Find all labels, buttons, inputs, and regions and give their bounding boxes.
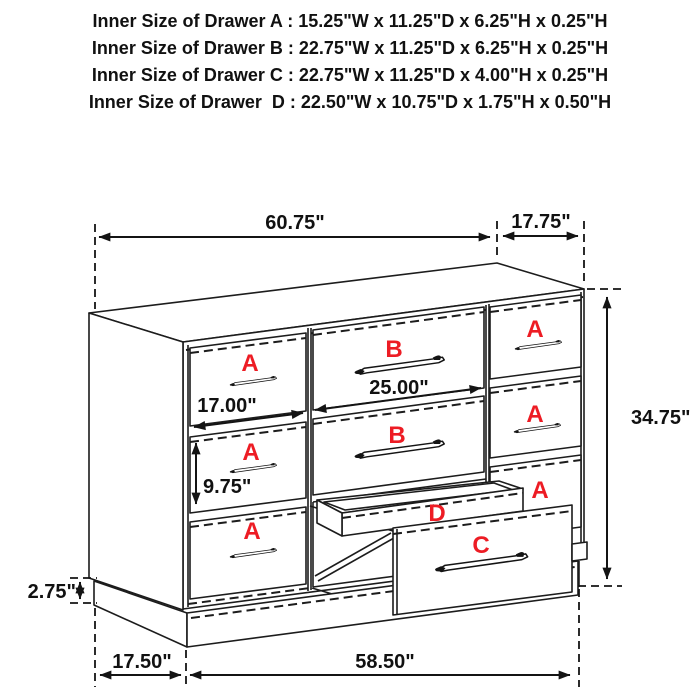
- drawer-a-left-middle: [190, 422, 306, 513]
- dim-label-base-depth: 17.50": [112, 651, 172, 673]
- label-a-left-bottom: A: [243, 518, 261, 545]
- label-a-left-top: A: [241, 350, 259, 377]
- spec-line-drawer-c: Inner Size of Drawer C : 22.75"W x 11.25"D x 4.00"H x 0.25"H: [91, 65, 609, 85]
- spec-line-drawer-b: Inner Size of Drawer B : 22.75"W x 11.25"D x 6.25"H x 0.25"H: [91, 38, 609, 58]
- label-b-bottom: B: [388, 422, 406, 449]
- dim-label-top-depth: 17.75": [511, 211, 571, 233]
- dim-label-base-height: 2.75": [27, 581, 76, 603]
- label-c: C: [472, 532, 490, 559]
- dimension-base-height: [28, 578, 97, 603]
- label-a-right-middle: A: [526, 401, 544, 428]
- label-a-left-middle: A: [242, 439, 260, 466]
- label-b-top: B: [385, 336, 403, 363]
- dim-label-drawer-a-width: 17.00": [197, 395, 257, 417]
- dresser-left-side-panel: [89, 313, 183, 610]
- dim-label-top-width: 60.75": [265, 212, 325, 234]
- spec-line-drawer-d: Inner Size of Drawer D : 22.50"W x 10.75"D x 1.75"H x 0.50"H: [88, 92, 612, 112]
- dim-label-height: 34.75": [631, 407, 691, 429]
- foot-block: [572, 542, 587, 561]
- dimension-height: [578, 289, 691, 586]
- label-a-right-bottom: A: [531, 477, 549, 504]
- dim-label-drawer-stack-height: 9.75": [203, 476, 252, 498]
- dim-label-drawer-b-width: 25.00": [369, 377, 429, 399]
- spec-line-drawer-a: Inner Size of Drawer A : 15.25"W x 11.25"D x 6.25"H x 0.25"H: [92, 11, 608, 31]
- label-d: D: [428, 500, 446, 527]
- drawer-front: [190, 422, 306, 513]
- label-a-right-top: A: [526, 316, 544, 343]
- dim-label-base-width: 58.50": [355, 651, 415, 673]
